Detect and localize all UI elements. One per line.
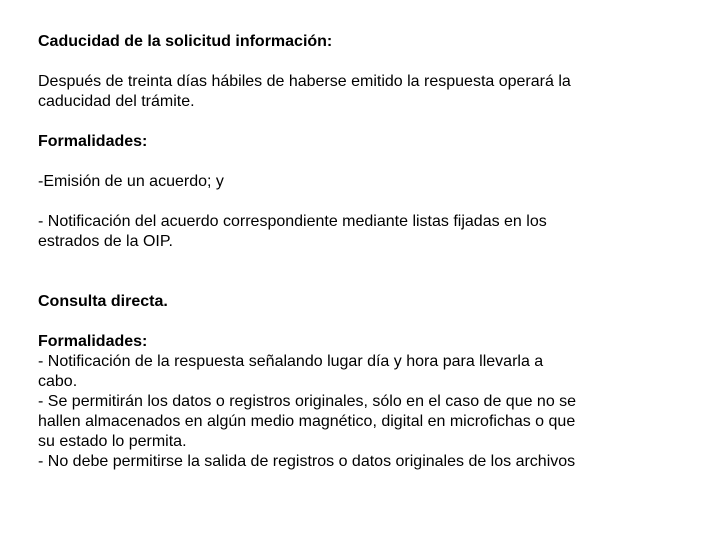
caducidad-paragraph-line: Después de treinta días hábiles de haberse emitido la respuesta operará la: [38, 73, 571, 90]
spacer: [38, 112, 650, 132]
formalidades-line: - Se permitirán los datos o registros originales, sólo en el caso de que no se: [38, 393, 577, 410]
document-body: [38, 32, 650, 472]
formalidades-heading: Formalidades:: [38, 133, 148, 150]
caducidad-heading: Caducidad de la solicitud información:: [38, 33, 333, 50]
formalidades-line: - No debe permitirse la salida de registros o datos originales de los archivos: [38, 453, 576, 470]
spacer: [38, 312, 650, 332]
formalidades-item: estrados de la OIP.: [38, 233, 173, 250]
formalidades-line: hallen almacenados en algún medio magnético, digital en microfichas o que: [38, 413, 576, 430]
spacer: [38, 252, 650, 292]
formalidades-line: - Notificación de la respuesta señalando lugar día y hora para llevarla a: [38, 353, 544, 370]
formalidades-line: su estado lo permita.: [38, 433, 187, 450]
spacer: [38, 52, 650, 72]
spacer: [38, 192, 650, 212]
formalidades-item: -Emisión de un acuerdo; y: [38, 173, 224, 190]
caducidad-paragraph-line: caducidad del trámite.: [38, 93, 195, 110]
formalidades-heading-2: Formalidades:: [38, 333, 148, 350]
spacer: [38, 152, 650, 172]
formalidades-item: - Notificación del acuerdo correspondiente mediante listas fijadas en los: [38, 213, 547, 230]
formalidades-line: cabo.: [38, 373, 78, 390]
consulta-directa-heading: Consulta directa.: [38, 293, 168, 310]
